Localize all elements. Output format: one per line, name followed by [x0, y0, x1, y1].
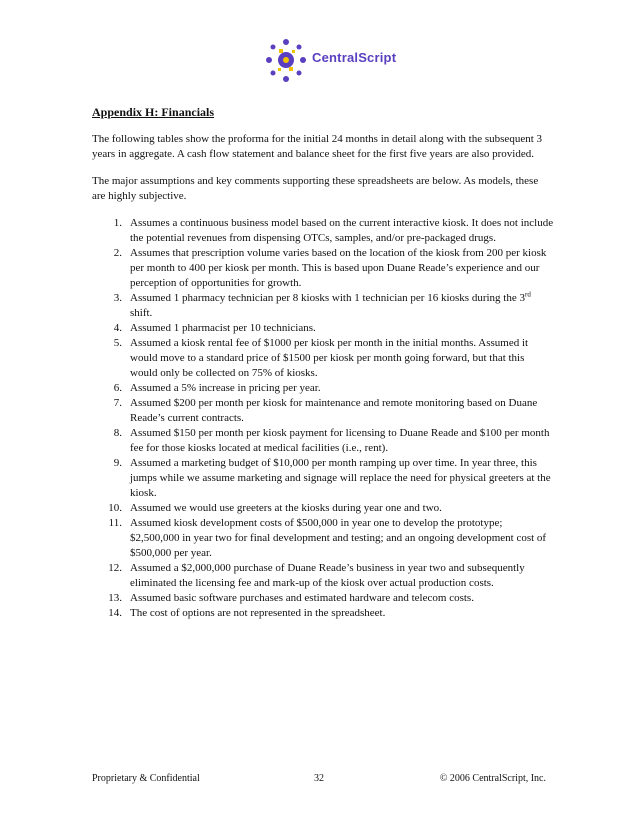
list-item: 14. The cost of options are not represented in the spreadsheet. — [108, 607, 386, 619]
footer-copyright: © 2006 CentralScript, Inc. — [439, 773, 546, 784]
intro-paragraph: The following tables show the proforma for the initial 24 months in detail along with the subsequent 3 years in aggregate. A cash flow statement and balance sheet for the first five years are also provided. — [92, 133, 543, 160]
list-item: 1. Assumes a continuous business model based on the current interactive kiosk. It does not include the potential revenues from dispensing OTCs, samples, and/or pre-packaged drugs. — [113, 217, 554, 244]
list-item: 13. Assumed basic software purchases and estimated hardware and telecom costs. — [108, 592, 474, 604]
page-number: 32 — [314, 773, 324, 784]
list-item: 2. Assumes that prescription volume varies based on the location of the kiosk from 200 per kiosk per month to 400 per kiosk per month. This is based upon Duane Reade’s experience and our perception of opportunities for growth. — [113, 247, 547, 289]
section-heading: Appendix H: Financials — [92, 105, 215, 119]
list-item: 5. Assumed a kiosk rental fee of $1000 per kiosk per month in the initial months. Assumed it would move to a standard price of $1500 per kiosk per month going forward, but that this would only be collected on 75% of kiosks. — [113, 337, 529, 379]
list-item: 12. Assumed a $2,000,000 purchase of Duane Reade’s business in year two and subsequently eliminated the licensing fee and mark-up of the kiosk over actual production costs. — [108, 562, 525, 589]
logo-mark-icon — [258, 36, 318, 86]
footer-confidential: Proprietary & Confidential — [92, 773, 200, 784]
list-item: 6. Assumed a 5% increase in pricing per year. — [113, 382, 321, 394]
list-item: 3. Assumed 1 pharmacy technician per 8 kiosks with 1 technician per 16 kiosks during the 3rd shift. — [113, 290, 531, 319]
list-item: 4. Assumed 1 pharmacist per 10 technicians. — [113, 322, 316, 334]
list-item: 9. Assumed a marketing budget of $10,000 per month ramping up over time. In year three, this jumps while we assume marketing and signage will replace the need for physical greeters at the kiosk. — [113, 457, 551, 499]
logo-wordmark: CentralScript — [312, 50, 397, 65]
list-item: 7. Assumed $200 per month per kiosk for maintenance and remote monitoring based on Duane Reade’s current contracts. — [113, 397, 538, 424]
document-body — [92, 105, 554, 621]
list-item: 8. Assumed $150 per month per kiosk payment for licensing to Duane Reade and $100 per month fee for those kiosks located at medical facilities (i.e., rent). — [113, 427, 550, 454]
assumptions-list — [92, 216, 554, 621]
assumptions-intro-paragraph: The major assumptions and key comments supporting these spreadsheets are below. As models, these are highly subjective. — [92, 175, 539, 202]
list-item: 10. Assumed we would use greeters at the kiosks during year one and two. — [108, 502, 442, 514]
list-item: 11. Assumed kiosk development costs of $500,000 in year one to develop the prototype; $2,500,000 in year two for final development and testing; and an ongoing development cost of $500,000 per year. — [108, 517, 547, 559]
